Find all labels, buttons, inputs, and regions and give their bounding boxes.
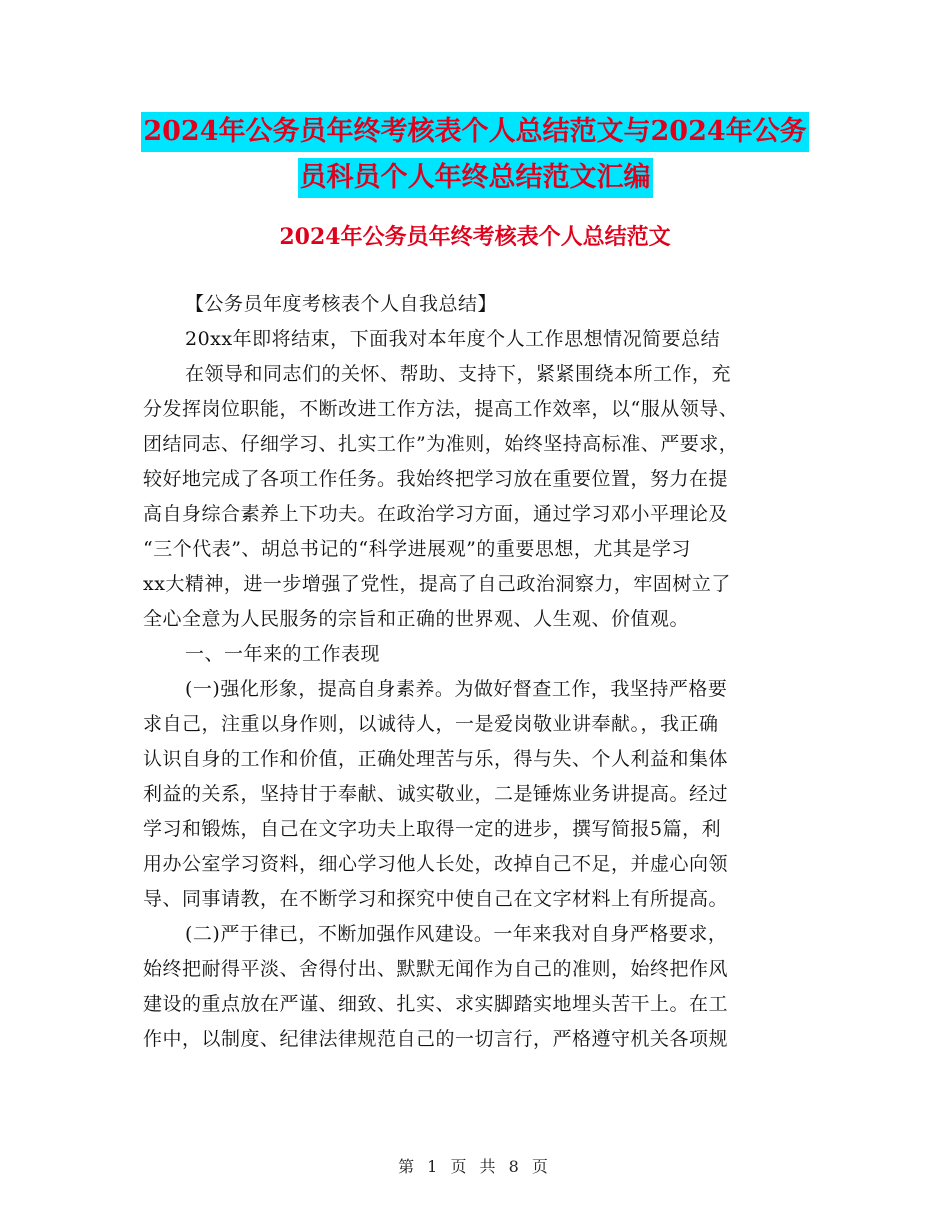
title-line-2: 员科员个人年终总结范文汇编 [298, 158, 653, 198]
body-line: (二)严于律已，不断加强作风建设。一年来我对自身严格要求， [185, 923, 728, 945]
body-line: 20xx年即将结束，下面我对本年度个人工作思想情况简要总结 [185, 328, 721, 350]
body-line: 认识自身的工作和价值，正确处理苦与乐，得与失、个人利益和集体 [143, 748, 729, 770]
body-line: 高自身综合素养上下功夫。在政治学习方面，通过学习邓小平理论及 [143, 503, 729, 525]
body-line: 始终把耐得平淡、舍得付出、默默无闻作为自己的准则，始终把作风 [143, 958, 729, 980]
body-line: 团结同志、仔细学习、扎实工作”为准则，始终坚持高标准、严要求， [143, 433, 739, 455]
body-line: 利益的关系，坚持甘于奉献、诚实敬业，二是锤炼业务讲提高。经过 [143, 783, 729, 805]
body-line: 学习和锻炼，自己在文字功夫上取得一定的进步，撰写简报5篇，利 [143, 818, 722, 840]
body-line: xx大精神，进一步增强了党性，提高了自己政治洞察力，牢固树立了 [143, 573, 731, 595]
body-line: 求自己，注重以身作则，以诚待人，一是爱岗敬业讲奉献。，我正确 [143, 713, 719, 735]
body-line: 导、同事请教，在不断学习和探究中使自己在文字材料上有所提高。 [143, 888, 729, 910]
body-text [143, 287, 811, 1057]
title-line-1: 2024年公务员年终考核表个人总结范文与2024年公务 [141, 112, 808, 152]
body-line: 在领导和同志们的关怀、帮助、支持下，紧紧围绕本所工作，充 [185, 363, 732, 385]
body-line: 用办公室学习资料，细心学习他人长处，改掉自己不足，并虚心向领 [143, 853, 729, 875]
body-line: 较好地完成了各项工作任务。我始终把学习放在重要位置，努力在提 [143, 468, 729, 490]
page-footer: 第 1 页 共 8 页 [398, 1157, 552, 1176]
body-line: “三个代表”、胡总书记的“科学进展观”的重要思想，尤其是学习 [143, 538, 691, 560]
body-line: 作中，以制度、纪律法律规范自己的一切言行，严格遵守机关各项规 [143, 1028, 729, 1050]
document-title [0, 112, 950, 204]
body-line: (一)强化形象，提高自身素养。为做好督查工作，我坚持严格要 [185, 678, 728, 700]
section-subtitle: 2024年公务员年终考核表个人总结范文 [279, 224, 671, 250]
body-line: 全心全意为人民服务的宗旨和正确的世界观、人生观、价值观。 [143, 608, 690, 630]
body-line: 一、一年来的工作表现 [185, 643, 381, 665]
body-line: 建设的重点放在严谨、细致、扎实、求实脚踏实地埋头苦干上。在工 [143, 993, 729, 1015]
body-line: 分发挥岗位职能，不断改进工作方法，提高工作效率，以“服从领导、 [143, 398, 739, 420]
body-line: 【公务员年度考核表个人自我总结】 [185, 293, 498, 315]
